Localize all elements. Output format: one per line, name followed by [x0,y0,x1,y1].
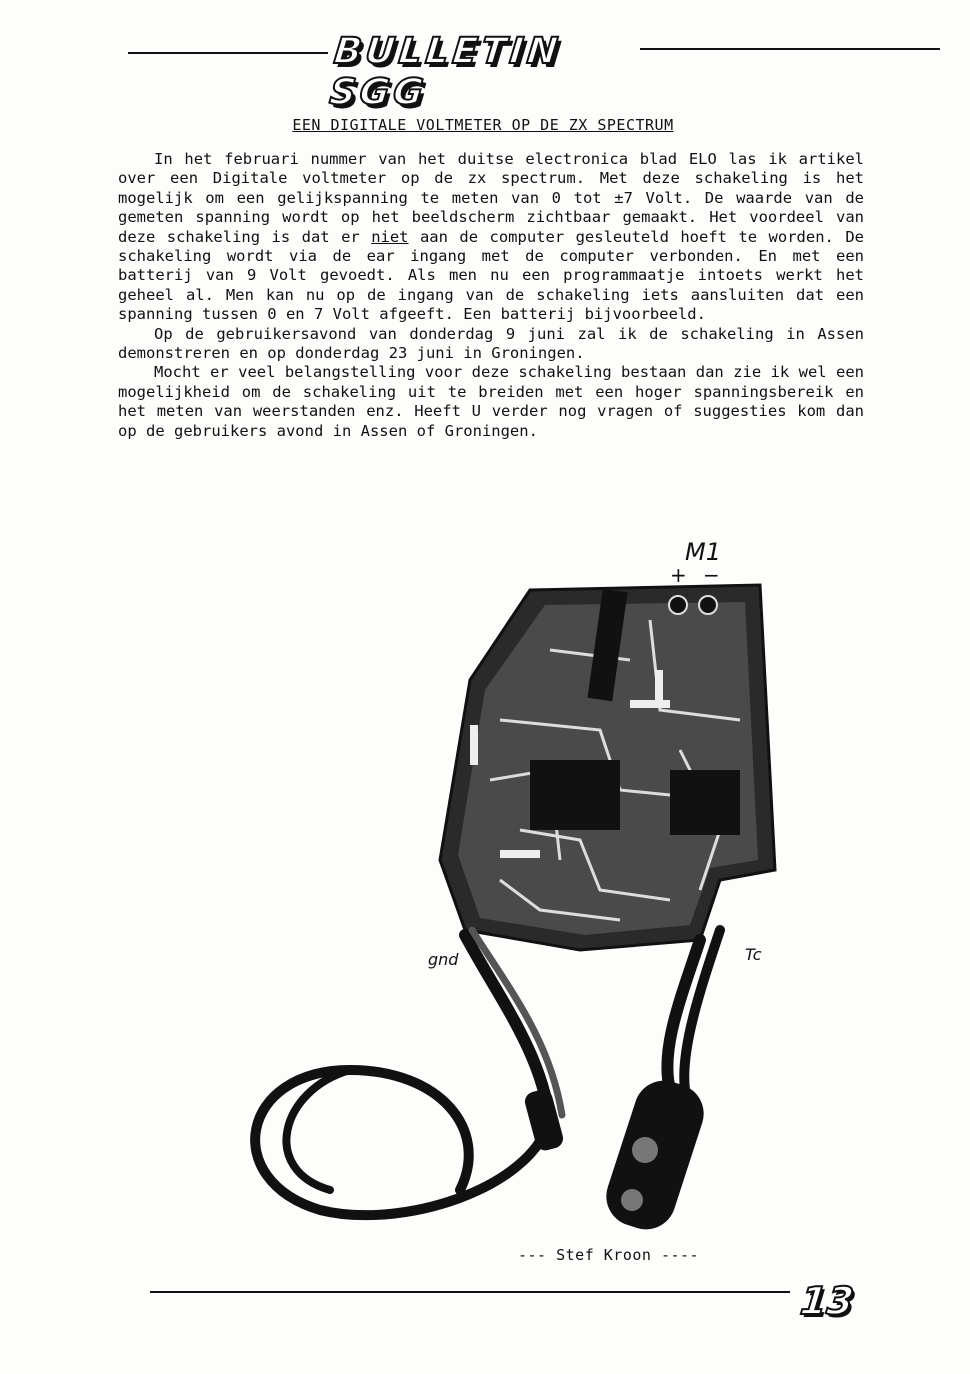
paragraph-1-start: In het februari nummer van het duitse electronica blad ELO las ik artikel over een Digitale voltmeter op de zx spectrum. Met deze schakeling is het mogelijk om een gelijkspanning te meten van 0 tot ±7 Volt. De waarde van de gemeten spanning wordt op het beeldscherm zichtbaar gemaakt. Het voordeel van deze schakeling is dat er [118,150,864,246]
label-plus: + [670,563,687,587]
terminal-plus [669,596,687,614]
label-tc: Tc [745,945,762,964]
paragraph-1-end: aan de computer gesleuteld hoeft te worden. De schakeling wordt via de ear ingang met de computer verbonden. En met een batterij van 9 Volt gevoedt. Als men nu een programmaatje intoets werkt het geheel al. Men kan nu op de ingang van de schakeling iets aansluiten dat een spanning tussen 0 en 7 Volt afgeeft. Een batterij bijvoorbeeld. [118,227,864,324]
header-rule-left [128,52,328,54]
label-minus: − [703,563,720,587]
masthead-logo: BULLETIN SGG [327,31,564,113]
label-gnd: gnd [428,950,459,969]
article-title: EEN DIGITALE VOLTMETER OP DE ZX SPECTRUM [292,116,674,134]
article-author: --- Stef Kroon ---- [518,1246,700,1264]
ic-chip-right [670,770,740,835]
circuit-photo [200,530,840,1270]
ic-chip-large [530,760,620,830]
paragraph-1 [118,150,864,325]
emphasis-niet: niet [371,227,409,246]
paragraph-3: Mocht er veel belangstelling voor deze schakeling bestaan dan zie ik wel een mogelijkheid om de schakeling uit te breiden met een hoger spanningsbereik en het meten van weerstanden enz. Heeft U verder nog vragen of suggesties kom dan op de gebruikers avond in Assen of Groningen. [118,363,864,440]
article-body [118,150,864,441]
label-m1: M1 [685,538,721,566]
paragraph-2: Op de gebruikersavond van donderdag 9 juni zal ik de schakeling in Assen demonstreren en op donderdag 23 juni in Groningen. [118,324,864,363]
footer-rule [150,1291,790,1293]
header-rule-right [640,48,940,50]
page-number: 13 [798,1279,856,1323]
terminal-minus [699,596,717,614]
